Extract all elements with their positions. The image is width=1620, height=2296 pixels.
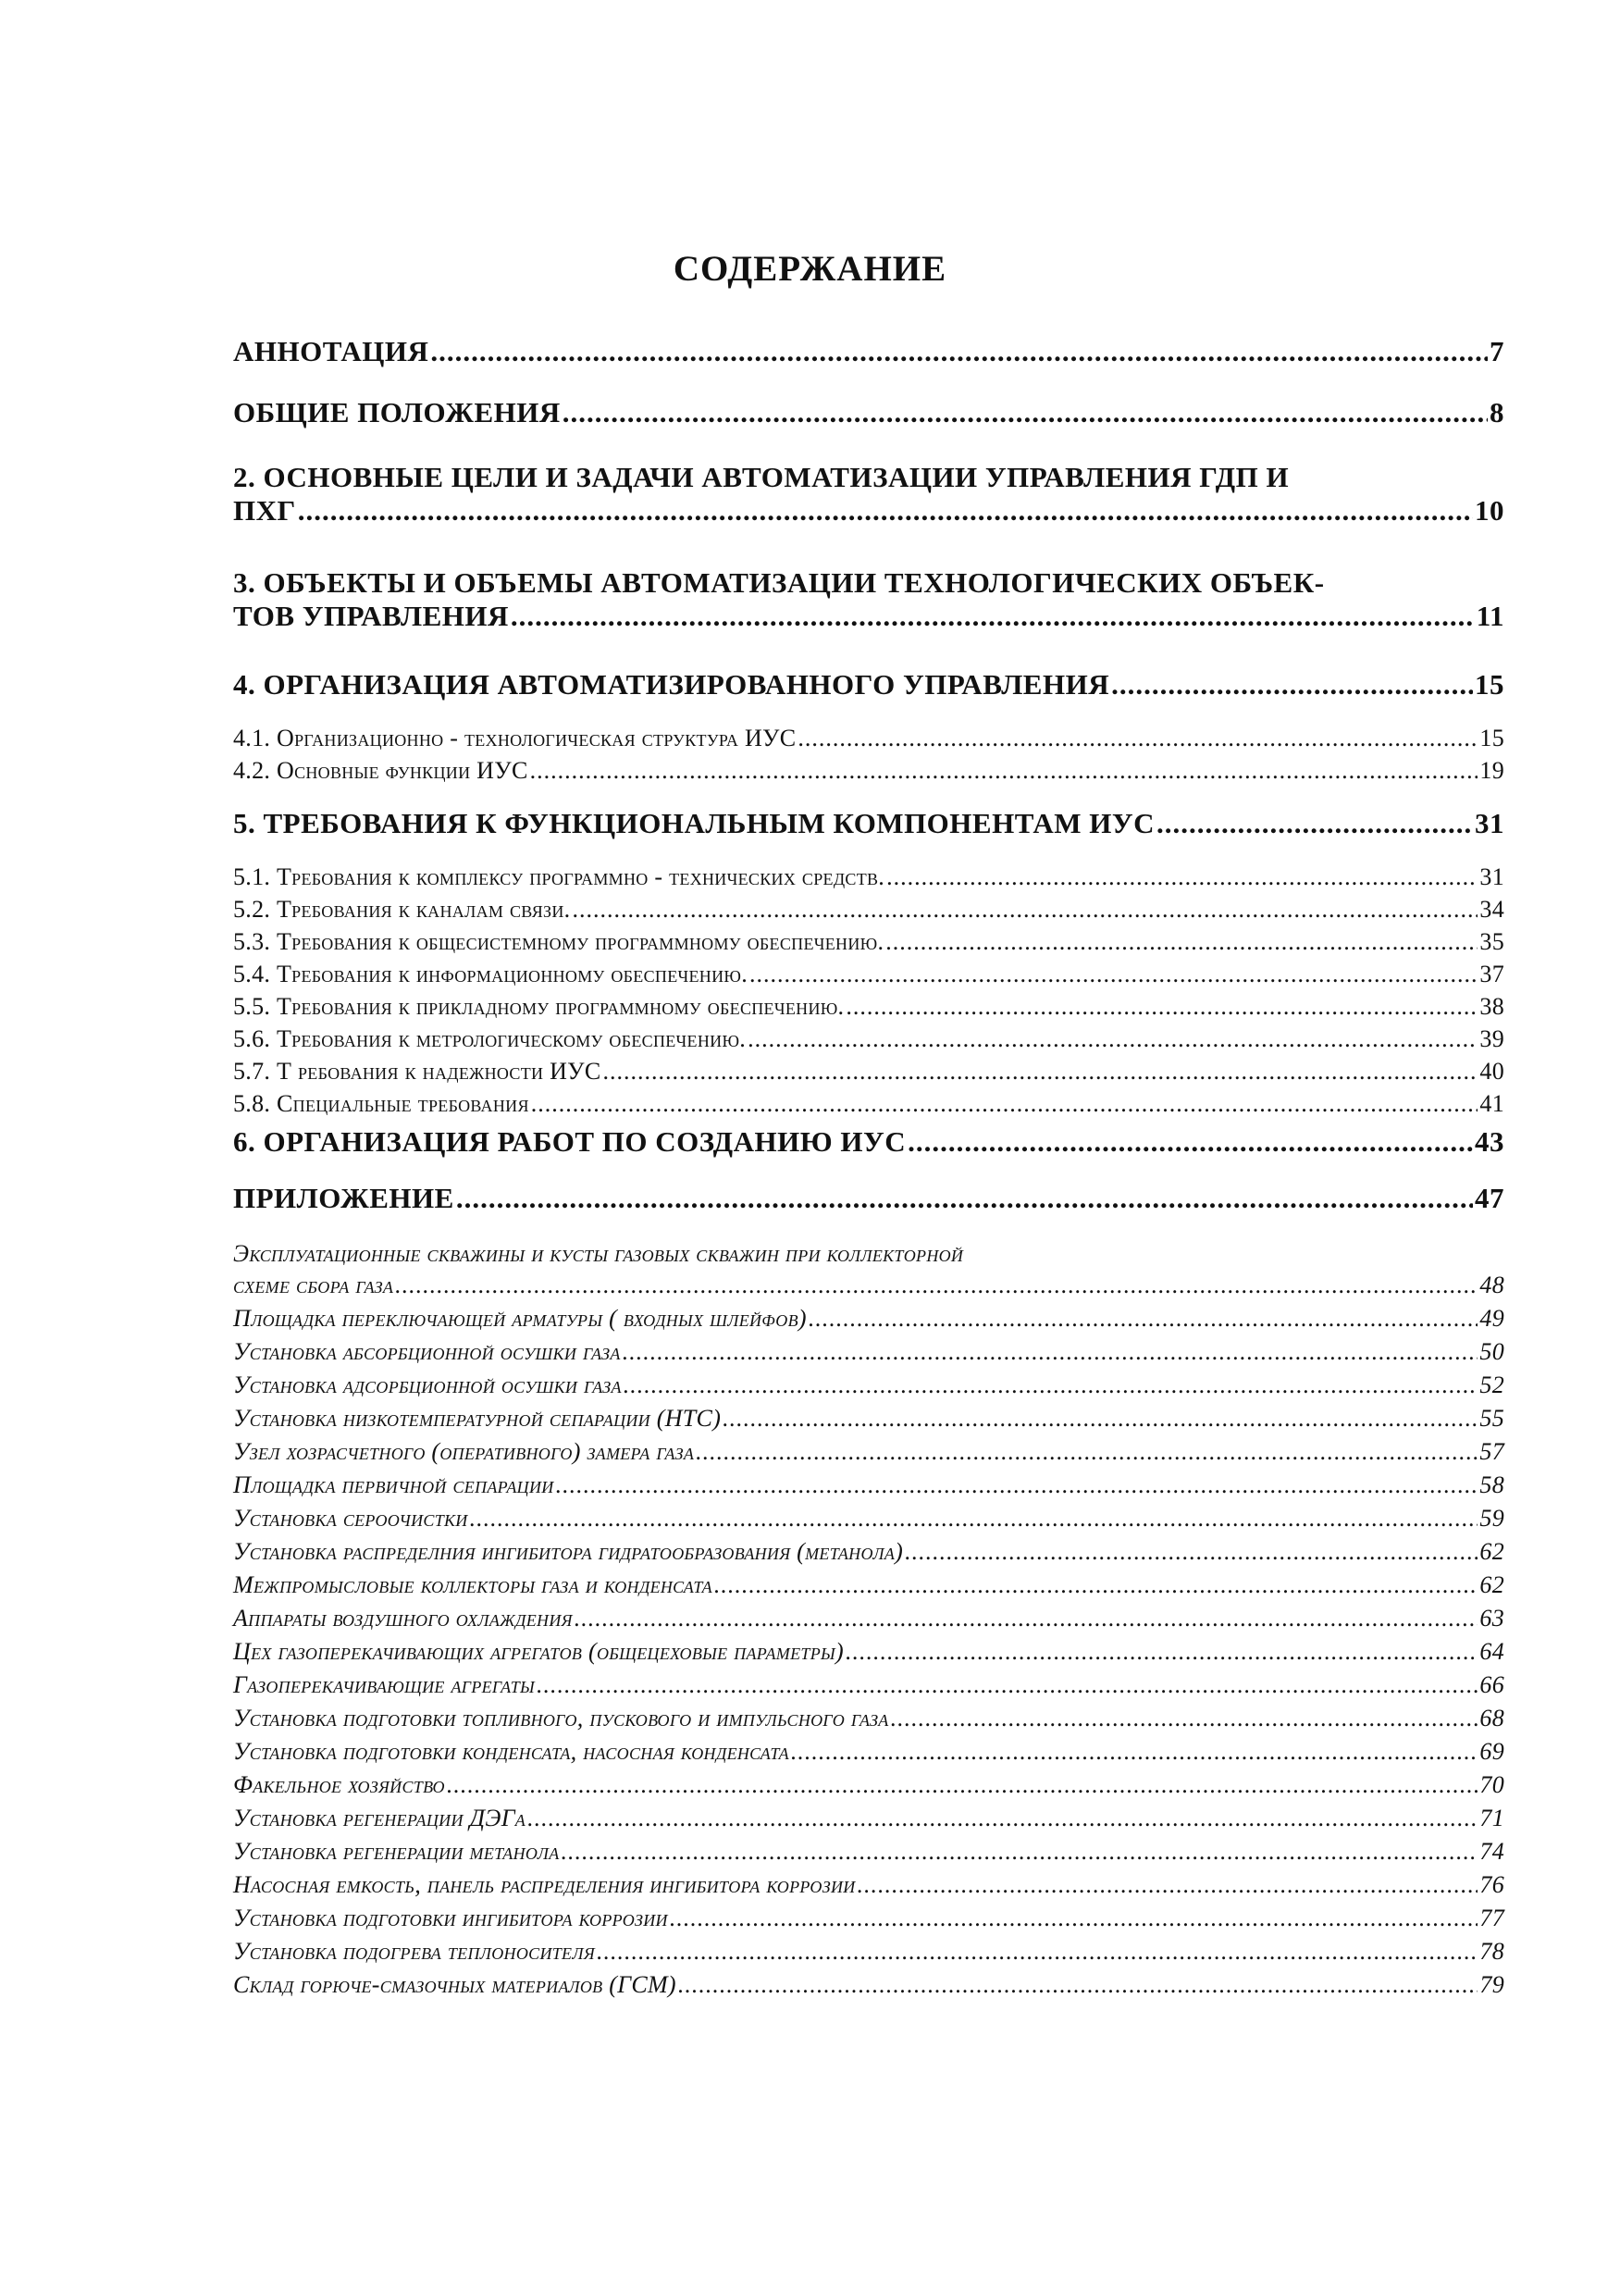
toc-entry-section-6[interactable]: 6. ОРГАНИЗАЦИЯ РАБОТ ПО СОЗДАНИЮ ИУС ..... 43 — [233, 1125, 1504, 1159]
toc-entry-app-1[interactable]: Эксплуатационные скважины и кусты газовых скважин при коллекторной схеме сбора газа ..... 48 — [233, 1238, 1504, 1301]
toc-entry-section-3[interactable]: 3. ОБЪЕКТЫ И ОБЪЕМЫ АВТОМАТИЗАЦИИ ТЕХНОЛОГИЧЕСКИХ ОБЪЕК- ТОВ УПРАВЛЕНИЯ ..... 11 — [233, 566, 1504, 633]
toc-entry-general[interactable]: ОБЩИЕ ПОЛОЖЕНИЯ ..... 8 — [233, 396, 1504, 429]
toc-entry-5-5[interactable]: 5.5. Требования к прикладному программному обеспечению. ..... 38 — [233, 993, 1504, 1021]
toc-entry-app-9[interactable]: Установка распределния ингибитора гидратообразования (метанола) ..... 62 — [233, 1538, 1504, 1566]
toc-entry-5-4[interactable]: 5.4. Требования к информационному обеспечению. ..... 37 — [233, 961, 1504, 988]
toc-entry-app-13[interactable]: Газоперекачивающие агрегаты ..... 66 — [233, 1671, 1504, 1699]
toc-entry-5-1[interactable]: 5.1. Требования к комплексу программно - технических средств. ..... 31 — [233, 863, 1504, 891]
toc-entry-app-15[interactable]: Установка подготовки конденсата, насосная конденсата ..... 69 — [233, 1738, 1504, 1766]
toc-entry-5-8[interactable]: 5.8. Специальные требования ..... 41 — [233, 1090, 1504, 1118]
toc-entry-app-4[interactable]: Установка адсорбционной осушки газа ..... 52 — [233, 1371, 1504, 1399]
toc-entry-app-6[interactable]: Узел хозрасчетного (оперативного) замера газа ..... 57 — [233, 1438, 1504, 1466]
toc-entry-app-10[interactable]: Межпромысловые коллекторы газа и конденсата ..... 62 — [233, 1571, 1504, 1599]
toc-entry-app-3[interactable]: Установка абсорбционной осушки газа ..... 50 — [233, 1338, 1504, 1366]
toc-entry-app-21[interactable]: Установка подогрева теплоносителя ..... 78 — [233, 1938, 1504, 1966]
toc-entry-app-11[interactable]: Аппараты воздушного охлаждения ..... 63 — [233, 1605, 1504, 1632]
toc-entry-section-2[interactable]: 2. ОСНОВНЫЕ ЦЕЛИ И ЗАДАЧИ АВТОМАТИЗАЦИИ УПРАВЛЕНИЯ ГДП И ПХГ ..... 10 — [233, 461, 1504, 527]
toc-entry-app-2[interactable]: Площадка переключающей арматуры ( входных шлейфов) ..... 49 — [233, 1305, 1504, 1333]
toc-entry-app-20[interactable]: Установка подготовки ингибитора коррозии ..... 77 — [233, 1905, 1504, 1932]
toc-entry-5-6[interactable]: 5.6. Требования к метрологическому обеспечению. ..... 39 — [233, 1025, 1504, 1053]
toc-entry-5-3[interactable]: 5.3. Требования к общесистемному программному обеспечению. ..... 35 — [233, 928, 1504, 956]
toc-entry-app-22[interactable]: Склад горюче-смазочных материалов (ГСМ) ..... 79 — [233, 1971, 1504, 1999]
toc-entry-4-1[interactable]: 4.1. Организационно - технологическая структура ИУС ..... 15 — [233, 725, 1504, 752]
toc-entry-app-16[interactable]: Факельное хозяйство ..... 70 — [233, 1771, 1504, 1799]
toc-entry-app-14[interactable]: Установка подготовки топливного, пускового и импульсного газа ..... 68 — [233, 1705, 1504, 1732]
toc-entry-app-8[interactable]: Установка сероочистки ..... 59 — [233, 1505, 1504, 1533]
toc-entry-appendix[interactable]: ПРИЛОЖЕНИЕ ..... 47 — [233, 1182, 1504, 1215]
toc-entry-4-2[interactable]: 4.2. Основные функции ИУС ..... 19 — [233, 757, 1504, 785]
toc-entry-annotation[interactable]: АННОТАЦИЯ ..... 7 — [233, 335, 1504, 368]
toc-entry-section-4[interactable]: 4. ОРГАНИЗАЦИЯ АВТОМАТИЗИРОВАННОГО УПРАВЛЕНИЯ ..... 15 — [233, 668, 1504, 701]
page-title: СОДЕРЖАНИЕ — [673, 249, 947, 289]
toc-entry-app-12[interactable]: Цех газоперекачивающих агрегатов (общецеховые параметры) ..... 64 — [233, 1638, 1504, 1666]
toc-entry-app-17[interactable]: Установка регенерации ДЭГа ..... 71 — [233, 1805, 1504, 1832]
toc-entry-app-5[interactable]: Установка низкотемпературной сепарации (НТС) ..... 55 — [233, 1405, 1504, 1433]
toc-entry-app-18[interactable]: Установка регенерации метанола ..... 74 — [233, 1838, 1504, 1866]
toc-entry-5-7[interactable]: 5.7. Т ребования к надежности ИУС ..... 40 — [233, 1058, 1504, 1086]
toc-entry-app-7[interactable]: Площадка первичной сепарации ..... 58 — [233, 1471, 1504, 1499]
toc-entry-app-19[interactable]: Насосная емкость, панель распределения ингибитора коррозии ..... 76 — [233, 1871, 1504, 1899]
toc-entry-5-2[interactable]: 5.2. Требования к каналам связи. ..... 34 — [233, 896, 1504, 924]
toc-entry-section-5[interactable]: 5. ТРЕБОВАНИЯ К ФУНКЦИОНАЛЬНЫМ КОМПОНЕНТАМ ИУС ..... 31 — [233, 807, 1504, 840]
